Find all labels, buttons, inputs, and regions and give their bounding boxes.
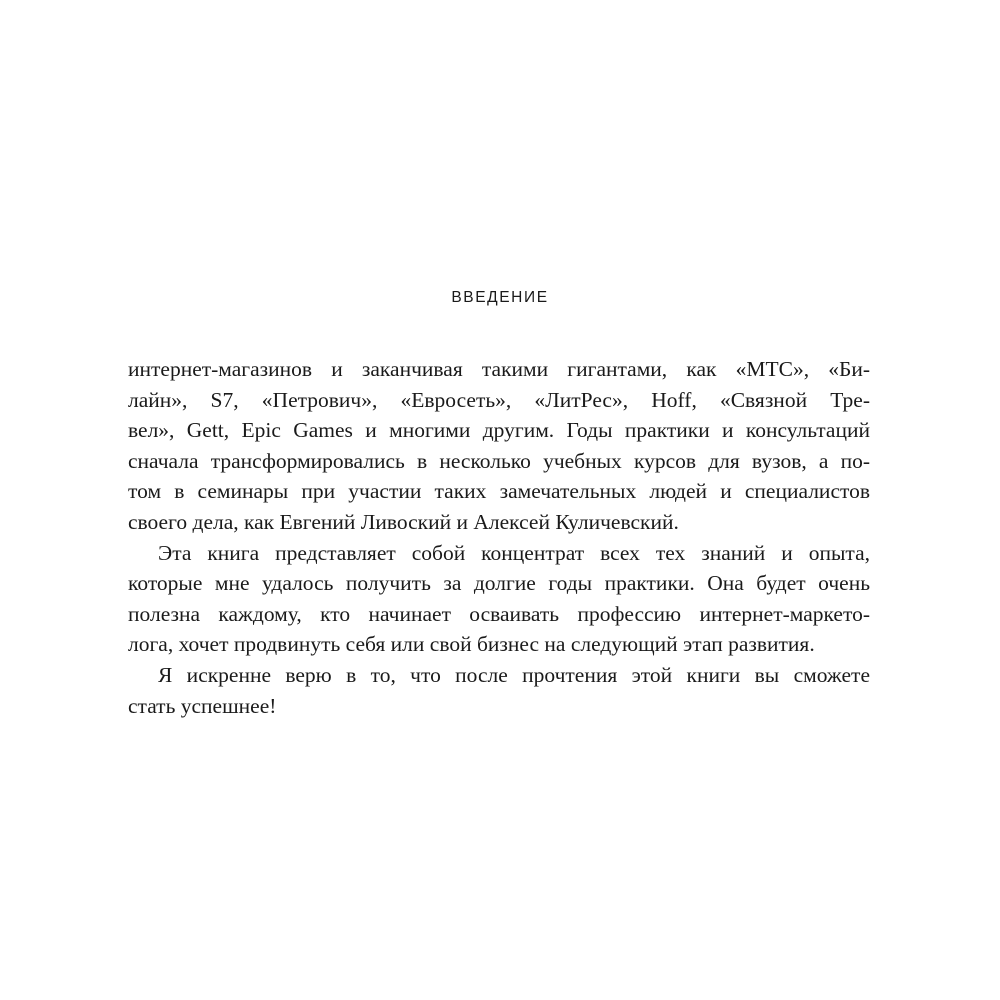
paragraph-1-line: том в семинары при участии таких замечательных людей и специалистов bbox=[128, 479, 870, 504]
paragraph-2-line: которые мне удалось получить за долгие годы практики. Она будет очень bbox=[128, 571, 870, 596]
running-head: ВВЕДЕНИЕ bbox=[451, 289, 549, 306]
paragraph-3-line: Я искренне верю в то, что после прочтения этой книги вы сможете bbox=[158, 662, 870, 687]
body-text bbox=[128, 354, 870, 721]
paragraph-2-line: Эта книга представляет собой концентрат всех тех знаний и опыта, bbox=[158, 540, 870, 565]
paragraph-2-line: полезна каждому, кто начинает осваивать профессию интернет-маркето- bbox=[128, 601, 870, 626]
paragraph-2-line: лога, хочет продвинуть себя или свой бизнес на следующий этап развития. bbox=[128, 632, 815, 657]
paragraph-1-line: вел», Gett, Epic Games и многими другим. Годы практики и консультаций bbox=[128, 418, 870, 443]
paragraph-1-line: интернет-магазинов и заканчивая такими гигантами, как «МТС», «Би- bbox=[128, 357, 870, 381]
paragraph-1-line: лайн», S7, «Петрович», «Евросеть», «ЛитРес», Hoff, «Связной Тре- bbox=[128, 387, 870, 412]
paragraph-1-line: сначала трансформировались в несколько учебных курсов для вузов, а по- bbox=[128, 448, 870, 473]
paragraph-3-line: стать успешнее! bbox=[128, 693, 277, 718]
paragraph-1-line: своего дела, как Евгений Ливоский и Алексей Куличевский. bbox=[128, 509, 679, 534]
